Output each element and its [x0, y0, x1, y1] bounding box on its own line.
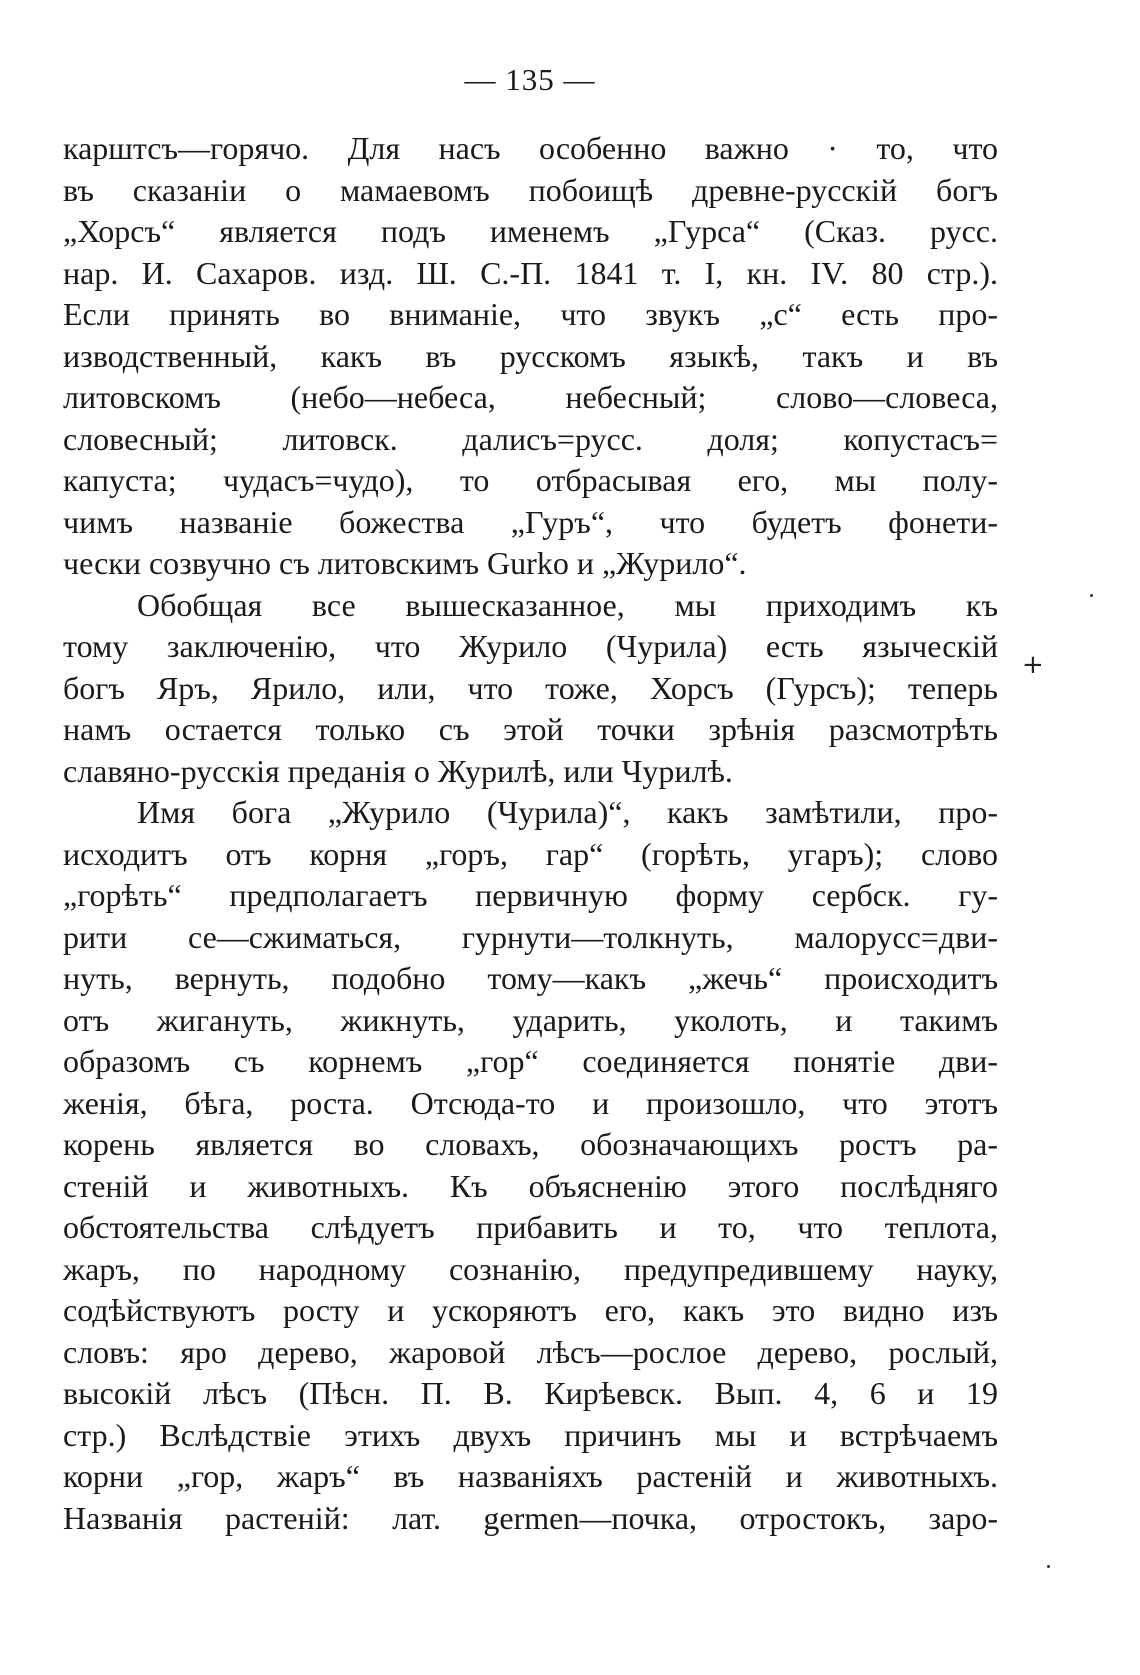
text-line: литовскомъ (небо—небеса, небесный; слово—словеса, — [63, 379, 998, 415]
text-line: намъ остается только съ этой точки зрѣнiя разсмотрѣть — [63, 711, 998, 747]
text-line: содѣйствуютъ росту и ускоряютъ его, какъ это видно изъ — [63, 1292, 998, 1328]
text-line: корни „гор, жаръ“ въ названiяхъ растенiй и животныхъ. — [63, 1458, 998, 1494]
text-line: чимъ названiе божества „Гуръ“, что будетъ фонети- — [63, 503, 998, 540]
paragraph-start-line: Имя бога „Журило (Чурила)“, какъ замѣтили, про- — [137, 794, 998, 830]
text-line: богъ Яръ, Ярило, или, что тоже, Хорсъ (Гурсъ); теперь — [63, 669, 998, 706]
text-line: словъ: яро дерево, жаровой лѣсъ—рослое дерево, рослый, — [63, 1333, 998, 1370]
text-line: женiя, бѣга, роста. Отсюда-то и произошло, что этотъ — [63, 1084, 998, 1121]
text-line: изводственный, какъ въ русскомъ языкѣ, такъ и въ — [63, 337, 998, 374]
text-line: Если принять во вниманiе, что звукъ „с“ есть про- — [63, 296, 998, 332]
text-line: „горѣть“ предполагаетъ первичную форму сербск. гу- — [63, 877, 998, 913]
text-line: стр.) Вслѣдствiе этихъ двухъ причинъ мы и встрѣчаемъ — [63, 1416, 998, 1453]
text-line: рити се—сжиматься, гурнути—толкнуть, малорусс=дви- — [63, 918, 998, 955]
page-number: — 135 — — [464, 62, 596, 97]
text-line: образомъ съ корнемъ „гор“ соединяется понятiе дви- — [63, 1043, 998, 1079]
text-line: въ сказанiи о мамаевомъ побоищѣ древне-русскiй богъ — [63, 171, 998, 208]
margin-cross-mark: + — [1022, 650, 1044, 680]
text-line: жаръ, по народному сознанiю, предупредившему науку, — [63, 1250, 998, 1287]
text-line: корень является во словахъ, обозначающихъ ростъ ра- — [63, 1126, 998, 1162]
text-line: тому заключенiю, что Журило (Чурила) есть языческiй — [63, 628, 998, 664]
text-line: исходитъ отъ корня „горъ, гар“ (горѣть, угаръ); слово — [63, 835, 998, 872]
body-text — [63, 128, 998, 1539]
text-line: чески созвучно съ литовскимъ Gurko и „Журило“. — [63, 545, 747, 581]
text-line: стенiй и животныхъ. Къ объясненiю этого послѣдняго — [63, 1167, 998, 1204]
text-line: карштсъ—горячо. Для насъ особенно важно · то, что — [63, 130, 998, 166]
text-line: отъ жигануть, жикнуть, ударить, уколоть, и такимъ — [63, 1001, 998, 1038]
text-line: капуста; чудасъ=чудо), то отбрасывая его, мы полу- — [63, 462, 998, 498]
text-line: славяно-русскiя преданiя о Журилѣ, или Чурилѣ. — [63, 752, 733, 789]
print-speck — [1090, 594, 1093, 597]
text-line: высокiй лѣсъ (Пѣсн. П. В. Кирѣевск. Вып. 4, 6 и 19 — [63, 1375, 998, 1411]
text-line: обстоятельства слѣдуетъ прибавить и то, что теплота, — [63, 1209, 998, 1245]
text-line: словесный; литовск. далисъ=русс. доля; копустасъ= — [63, 420, 998, 457]
paragraph-start-line: Обобщая все вышесказанное, мы приходимъ къ — [137, 586, 998, 623]
text-line: нар. И. Сахаров. изд. Ш. С.-П. 1841 т. I, кн. IV. 80 стр.). — [63, 254, 998, 291]
text-line: нуть, вернуть, подобно тому—какъ „жечь“ происходитъ — [63, 960, 998, 996]
print-speck — [1047, 1565, 1050, 1568]
text-line: „Хорсъ“ является подъ именемъ „Гурса“ (Сказ. русс. — [63, 213, 998, 249]
text-line: Названiя растенiй: лат. germen—почка, отростокъ, заро- — [63, 1499, 998, 1536]
